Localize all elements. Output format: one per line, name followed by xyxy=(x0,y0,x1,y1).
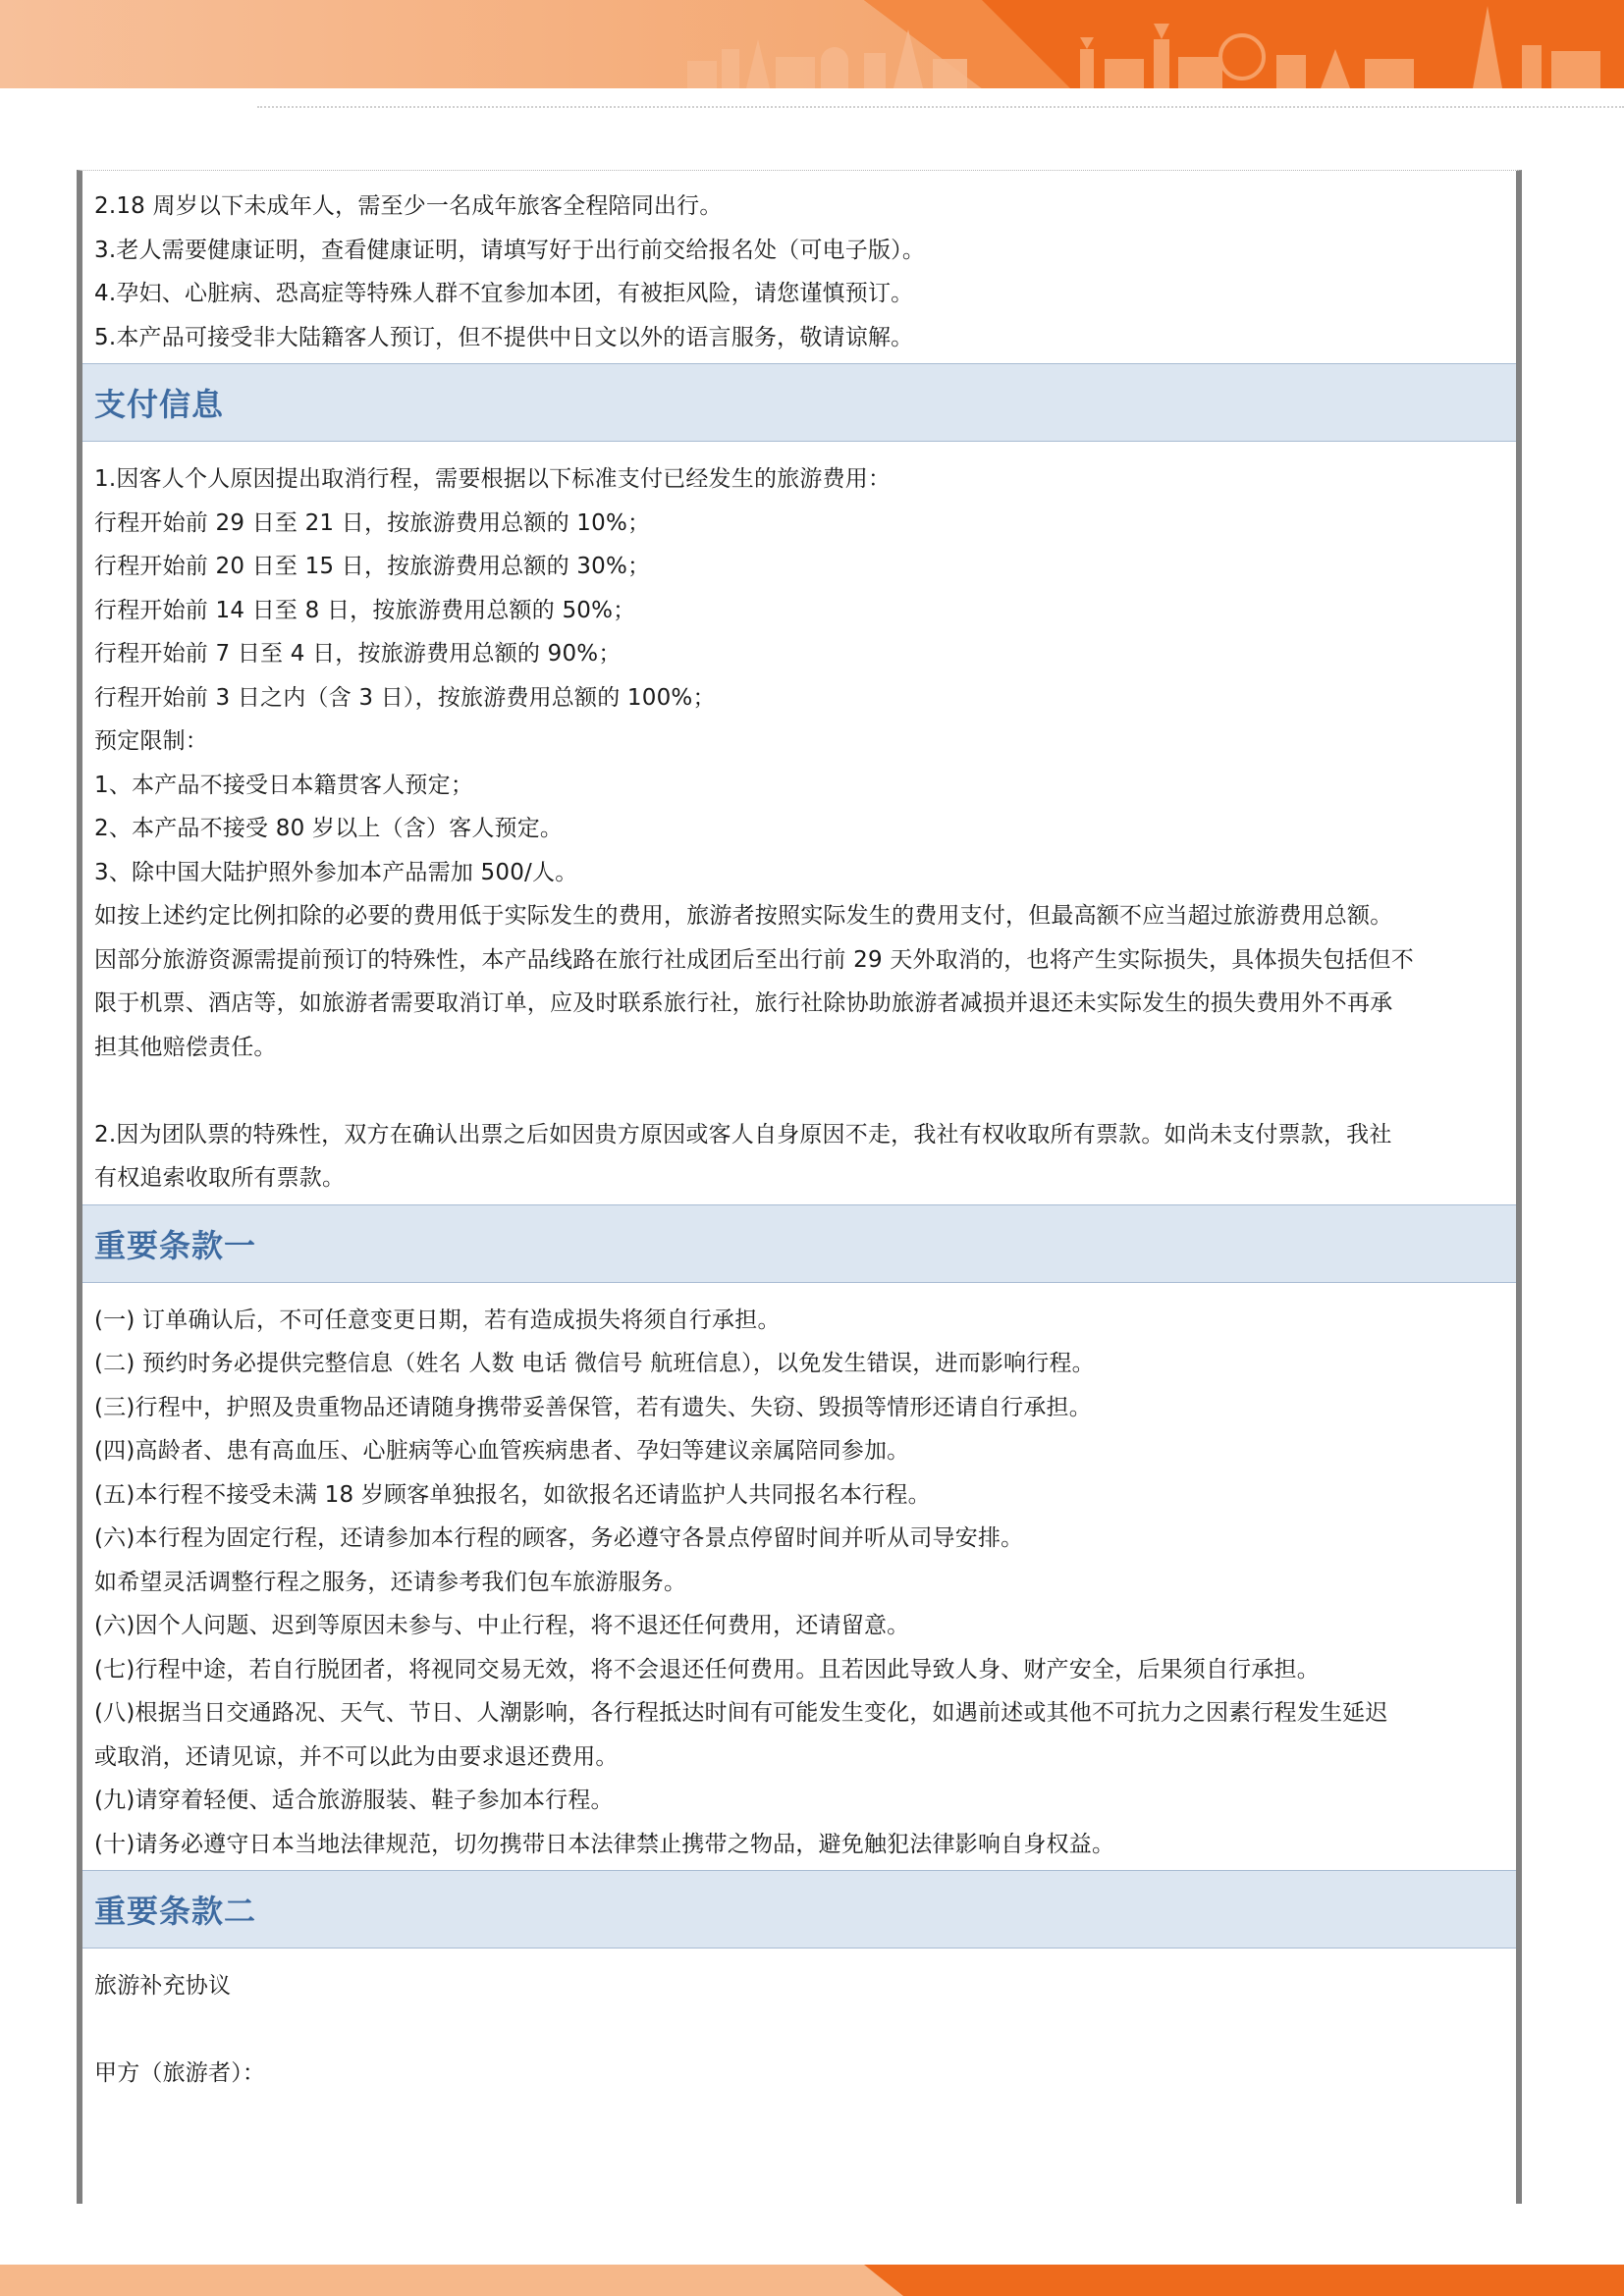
list-item: 如希望灵活调整行程之服务，还请参考我们包车旅游服务。 xyxy=(94,1569,687,1595)
list-item: (六)本行程为固定行程，还请参加本行程的顾客，务必遵守各景点停留时间并听从司导安排。 xyxy=(94,1525,1024,1551)
list-item: 因部分旅游资源需提前预订的特殊性，本产品线路在旅行社成团后至出行前 29 天外取消的，也将产生实际损失，具体损失包括但不 xyxy=(94,946,1414,973)
list-item: (八)根据当日交通路况、天气、节日、人潮影响，各行程抵达时间有可能发生变化，如遇前述或其他不可抗力之因素行程发生延迟 xyxy=(94,1700,1388,1726)
list-item: 2、本产品不接受 80 岁以上（含）客人预定。 xyxy=(94,816,564,841)
list-item: 4.孕妇、心脏病、恐高症等特殊人群不宜参加本团，有被拒风险，请您谨慎预订。 xyxy=(94,281,914,306)
intro-list xyxy=(94,185,1506,359)
footer-banner xyxy=(0,2265,1624,2296)
list-item: 担其他赔偿责任。 xyxy=(94,1034,277,1060)
list-item: 旅游补充协议 xyxy=(94,1973,232,1999)
list-item: 行程开始前 14 日至 8 日，按旅游费用总额的 50%； xyxy=(94,597,636,623)
list-item: (六)因个人问题、迟到等原因未参与、中止行程，将不退还任何费用，还请留意。 xyxy=(94,1613,910,1638)
list-item: 行程开始前 7 日至 4 日，按旅游费用总额的 90%； xyxy=(94,641,622,667)
section-title: 支付信息 xyxy=(94,386,225,423)
list-item: 如按上述约定比例扣除的必要的费用低于实际发生的费用，旅游者按照实际发生的费用支付，但最高额不应当超过旅游费用总额。 xyxy=(94,903,1393,929)
list-item: 行程开始前 29 日至 21 日，按旅游费用总额的 10%； xyxy=(94,509,651,536)
list-item: (三)行程中，护照及贵重物品还请随身携带妥善保管，若有遗失、失窃、毁损等情形还请自行承担。 xyxy=(94,1394,1092,1420)
section-title: 重要条款一 xyxy=(94,1226,257,1264)
list-item: 1、本产品不接受日本籍贯客人预定； xyxy=(94,772,474,798)
list-item: (十)请务必遵守日本当地法律规范，切勿携带日本法律禁止携带之物品，避免触犯法律影响自身权益。 xyxy=(94,1831,1115,1857)
payment-body xyxy=(94,457,1506,1201)
list-item: (二) 预约时务必提供完整信息（姓名 人数 电话 微信号 航班信息），以免发生错误，进而影响行程。 xyxy=(94,1351,1095,1376)
list-item: (五)本行程不接受未满 18 岁顾客单独报名，如欲报名还请监护人共同报名本行程。 xyxy=(94,1481,931,1508)
list-item: (一) 订单确认后，不可任意变更日期，若有造成损失将须自行承担。 xyxy=(94,1307,781,1333)
list-item: 行程开始前 20 日至 15 日，按旅游费用总额的 30%； xyxy=(94,554,651,579)
list-item: 3、除中国大陆护照外参加本产品需加 500/人。 xyxy=(94,859,578,885)
list-item: (九)请穿着轻便、适合旅游服装、鞋子参加本行程。 xyxy=(94,1788,614,1813)
header-banner xyxy=(0,0,1624,88)
list-item: 甲方（旅游者）： xyxy=(94,2060,266,2086)
terms-one-body xyxy=(94,1299,1506,1867)
blank-line xyxy=(94,2008,1506,2053)
list-item: (四)高龄者、患有高血压、心脏病等心血管疾病患者、孕妇等建议亲属陪同参加。 xyxy=(94,1438,910,1464)
list-item: 行程开始前 3 日之内（含 3 日），按旅游费用总额的 100%； xyxy=(94,684,716,711)
list-item: 2.因为团队票的特殊性，双方在确认出票之后如因贵方原因或客人自身原因不走，我社有权收取所有票款。如尚未支付票款，我社 xyxy=(94,1121,1392,1148)
list-item: (七)行程中途，若自行脱团者，将视同交易无效，将不会退还任何费用。且若因此导致人身、财产安全，后果须自行承担。 xyxy=(94,1656,1320,1682)
section-header-payment xyxy=(82,363,1516,442)
list-item: 5.本产品可接受非大陆籍客人预订，但不提供中日文以外的语言服务，敬请谅解。 xyxy=(94,324,914,350)
list-item: 或取消，还请见谅，并不可以此为由要求退还费用。 xyxy=(94,1743,619,1770)
list-item: 2.18 周岁以下未成年人，需至少一名成年旅客全程陪同出行。 xyxy=(94,193,723,219)
list-item: 3.老人需要健康证明，查看健康证明，请填写好于出行前交给报名处（可电子版）。 xyxy=(94,237,926,263)
header-divider xyxy=(257,106,1624,108)
document-frame xyxy=(77,170,1522,2204)
section-header-terms-two xyxy=(82,1870,1516,1949)
list-item: 1.因客人个人原因提出取消行程，需要根据以下标准支付已经发生的旅游费用： xyxy=(94,466,892,492)
section-header-terms-one xyxy=(82,1204,1516,1283)
list-item: 限于机票、酒店等，如旅游者需要取消订单，应及时联系旅行社，旅行社除协助旅游者减损并退还未实际发生的损失费用外不再承 xyxy=(94,990,1393,1016)
blank-line xyxy=(94,1069,1506,1113)
section-title: 重要条款二 xyxy=(94,1893,257,1930)
list-item: 预定限制： xyxy=(94,728,208,754)
list-item: 有权追索收取所有票款。 xyxy=(94,1165,346,1191)
terms-two-body xyxy=(94,1964,1506,2096)
